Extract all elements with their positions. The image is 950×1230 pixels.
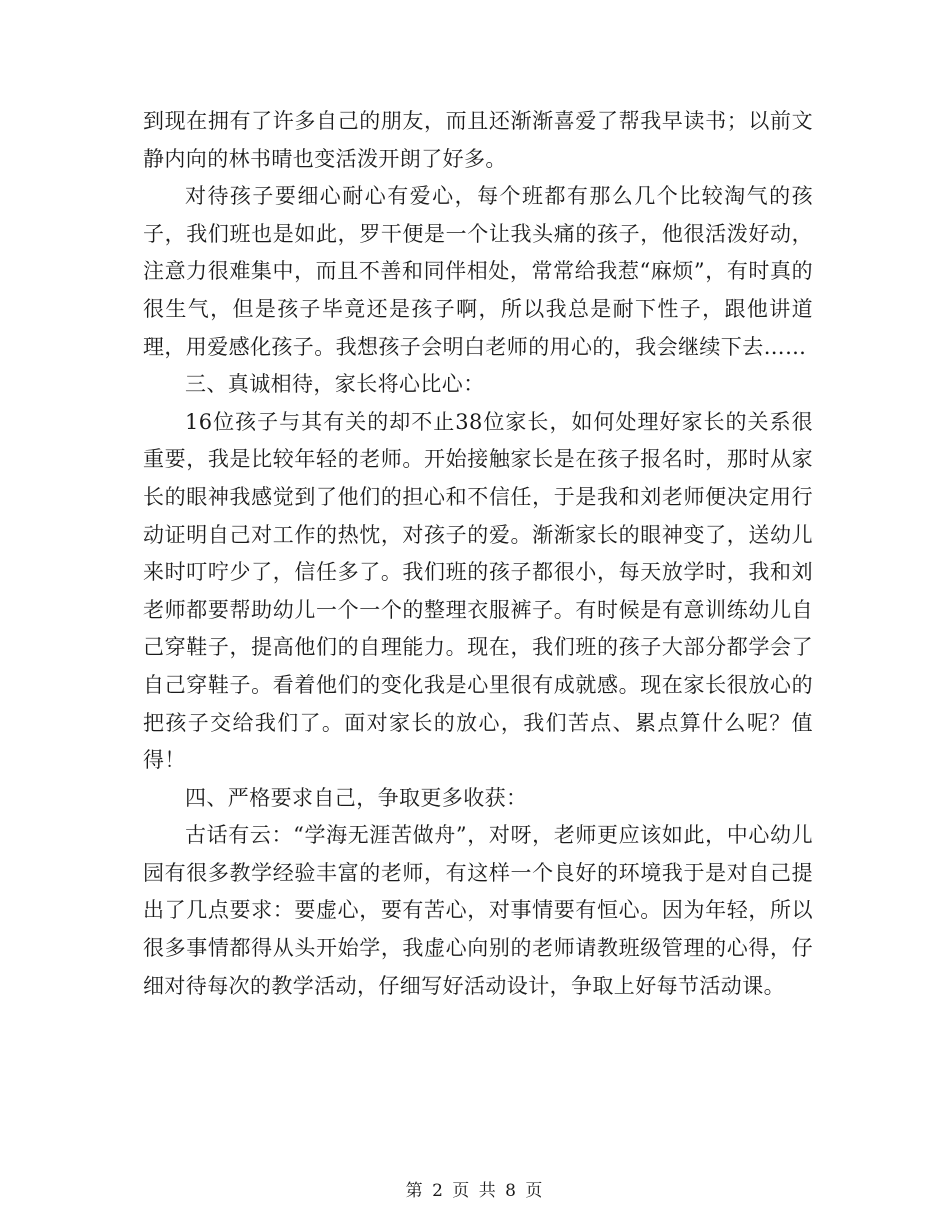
section-heading-4: 四、严格要求自己，争取更多收获： bbox=[185, 785, 528, 810]
paragraph-2: 对待孩子要细心耐心有爱心，每个班都有那么几个比较淘气的孩子，我们班也是如此，罗干便是一个让我头痛的孩子，他很活泼好动，注意力很难集中，而且不善和同伴相处，常常给我惹“麻烦”，有时真的很生气，但是孩子毕竟还是孩子啊，所以我总是耐下性子，跟他讲道理，用爱感化孩子。我想孩子会明白老师的用心的，我会继续下去…… bbox=[143, 184, 813, 359]
page-number-footer: 第 2 页 共 8 页 bbox=[405, 1181, 545, 1201]
section-heading-3: 三、真诚相待，家长将心比心： bbox=[185, 372, 485, 397]
paragraph-4: 古话有云：“学海无涯苦做舟”，对呀，老师更应该如此，中心幼儿园有很多教学经验丰富的老师，有这样一个良好的环境我于是对自己提出了几点要求：要虚心，要有苦心，对事情要有恒心。因为年轻，所以很多事情都得从头开始学，我虚心向别的老师请教班级管理的心得，仔细对待每次的教学活动，仔细写好活动设计，争取上好每节活动课。 bbox=[143, 823, 813, 998]
paragraph-3: 16位孩子与其有关的却不止38位家长，如何处理好家长的关系很重要，我是比较年轻的老师。开始接触家长是在孩子报名时，那时从家长的眼神我感觉到了他们的担心和不信任，于是我和刘老师便决定用行动证明自己对工作的热忱，对孩子的爱。渐渐家长的眼神变了，送幼儿来时叮咛少了，信任多了。我们班的孩子都很小，每天放学时，我和刘老师都要帮助幼儿一个一个的整理衣服裤子。有时候是有意训练幼儿自己穿鞋子，提高他们的自理能力。现在，我们班的孩子大部分都学会了自己穿鞋子。看着他们的变化我是心里很有成就感。现在家长很放心的把孩子交给我们了。面对家长的放心，我们苦点、累点算什么呢？值得！ bbox=[143, 409, 813, 773]
document-body bbox=[143, 103, 813, 1005]
paragraph-1: 到现在拥有了许多自己的朋友，而且还渐渐喜爱了帮我早读书；以前文静内向的林书晴也变活泼开朗了好多。 bbox=[143, 109, 813, 171]
